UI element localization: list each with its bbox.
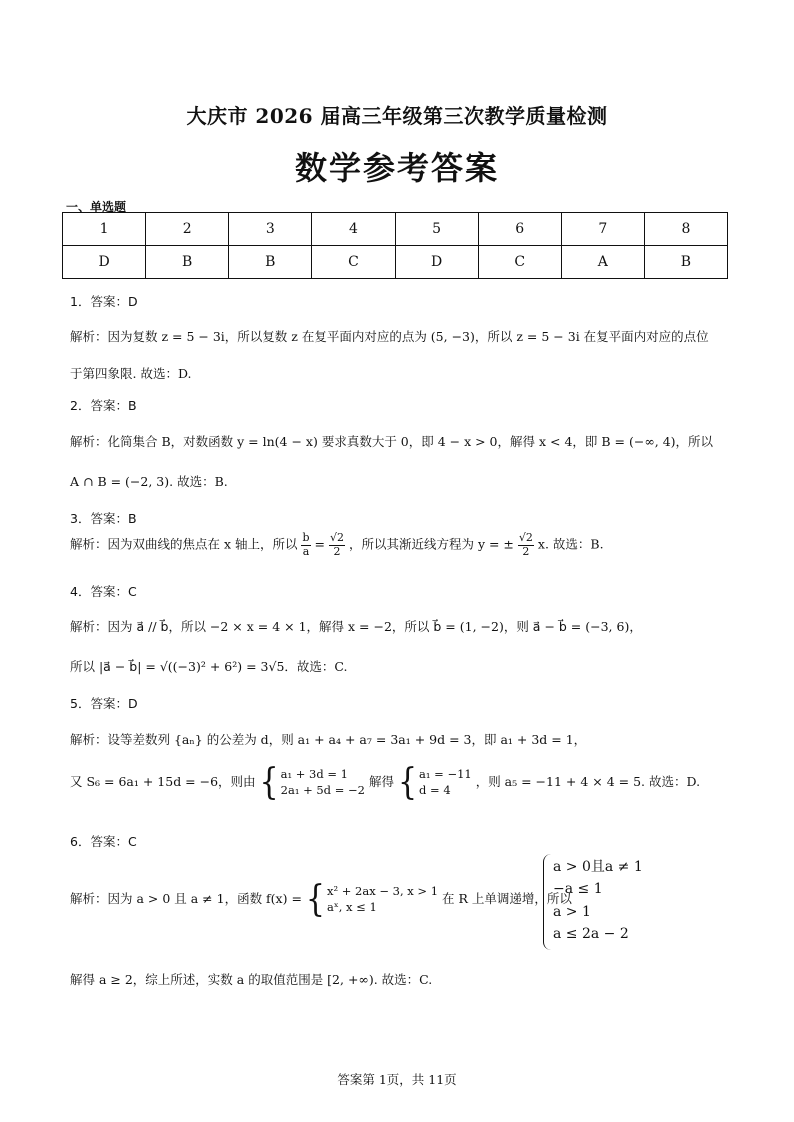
equation: d = 4 [419,782,451,797]
fraction-numerator: √2 [329,531,344,544]
page-footer: 答案第 1页，共 11页 [337,1072,457,1087]
q3-answer: 3．答案：B [70,511,137,526]
table-cell: C [312,246,395,279]
condition: a > 1 [553,903,591,920]
q2-explanation-line1: 解析：化简集合 B，对数函数 y = ln(4 − x) 要求真数大于 0，即 4 − x > 0，解得 x < 4，即 B = (−∞, 4)，所以 [70,434,714,449]
q2-explanation-line2: A ∩ B = (−2, 3). 故选：B. [70,474,228,489]
fraction-numerator: √2 [518,531,533,544]
table-cell: 2 [146,213,229,246]
fraction-denominator: 2 [333,544,341,558]
q4-explanation-line1: 解析：因为 a⃗ // b⃗，所以 −2 × x = 4 × 1，解得 x = −2，所以 b⃗ = (1, −2)，则 a⃗ − b⃗ = (−3, 6)， [70,619,642,634]
q3-text-c: x. 故选：B. [537,536,604,552]
fraction-sqrt2-over-2 [329,532,345,558]
q6-explanation-line1 [70,877,572,920]
q5-text-c: ，则 a₅ = −11 + 4 × 4 = 5. 故选：D. [475,774,701,790]
equals-sign: = [314,536,329,552]
equation: a₁ + 3d = 1 [280,767,348,781]
q6-text-a: 解析：因为 a > 0 且 a ≠ 1，函数 f(x) = [70,891,302,907]
q2-answer: 2．答案：B [70,398,137,413]
table-cell: 4 [312,213,395,246]
table-cell: D [395,246,478,279]
equation: a₁ = −11 [419,767,472,781]
table-cell: 5 [395,213,478,246]
table-cell: B [229,246,312,279]
table-cell: D [63,246,146,279]
fraction-b-over-a [301,532,310,558]
condition: a ≤ 2a − 2 [553,926,629,943]
fraction-numerator: b [302,531,310,544]
table-cell: C [478,246,561,279]
q5-text-a: 又 S₆ = 6a₁ + 15d = −6，则由 [70,774,256,790]
q1-answer: 1．答案：D [70,294,138,309]
exam-title: 大庆市 2026 届高三年级第三次教学质量检测 [186,104,608,128]
q4-answer: 4．答案：C [70,584,137,599]
table-row-answers [63,246,728,279]
left-brace-icon: { [259,760,279,803]
equation: 2a₁ + 5d = −2 [280,782,365,797]
piece: aˣ, x ≤ 1 [327,899,377,914]
table-cell: 8 [644,213,727,246]
equation-system-1 [281,767,365,798]
table-cell: B [146,246,229,279]
table-row-numbers [63,213,728,246]
condition: a > 0且a ≠ 1 [553,859,643,875]
q6-explanation-line2: 解得 a ≥ 2，综上所述，实数 a 的取值范围是 [2, +∞). 故选：C. [70,972,433,987]
left-brace-icon: { [305,877,325,920]
equation-system-2 [419,767,472,798]
q5-text-b: 解得 [368,774,394,790]
piecewise-function [327,884,438,915]
table-cell: 7 [561,213,644,246]
fraction-denominator: a [302,544,310,558]
table-cell: 6 [478,213,561,246]
fraction-denominator: 2 [522,544,530,558]
condition-system [553,856,643,946]
q5-answer: 5．答案：D [70,696,138,711]
q3-text-b: ，所以其渐近线方程为 y = ± [348,536,514,552]
left-brace-icon: { [397,760,418,803]
q6-text-b: 在 R 上单调递增，所以 [442,891,572,907]
q1-explanation-line1: 解析：因为复数 z = 5 − 3i，所以复数 z 在复平面内对应的点为 (5, −3)，所以 z = 5 − 3i 在复平面内对应的点位 [70,329,709,344]
q5-explanation-line1: 解析：设等差数列 {aₙ} 的公差为 d，则 a₁ + a₄ + a₇ = 3a₁ + 9d = 3，即 a₁ + 3d = 1， [70,732,587,747]
table-cell: 3 [229,213,312,246]
table-cell: 1 [63,213,146,246]
q4-explanation-line2: 所以 |a⃗ − b⃗| = √((−3)² + 6²) = 3√5．故选：C. [70,659,348,674]
table-cell: B [644,246,727,279]
doc-title: 数学参考答案 [294,149,499,187]
table-cell: A [561,246,644,279]
condition: −a ≤ 1 [553,881,603,898]
q3-explanation [70,532,604,558]
q1-explanation-line2: 于第四象限. 故选：D. [70,366,192,381]
q3-text-a: 解析：因为双曲线的焦点在 x 轴上，所以 [70,536,298,552]
answer-table [62,212,728,279]
piece: x² + 2ax − 3, x > 1 [327,884,439,898]
q5-explanation-line2 [70,760,701,803]
fraction-sqrt2-over-2-asymptote [518,532,534,558]
section-title: 一、单选题 [66,200,127,214]
q6-answer: 6．答案：C [70,834,137,849]
